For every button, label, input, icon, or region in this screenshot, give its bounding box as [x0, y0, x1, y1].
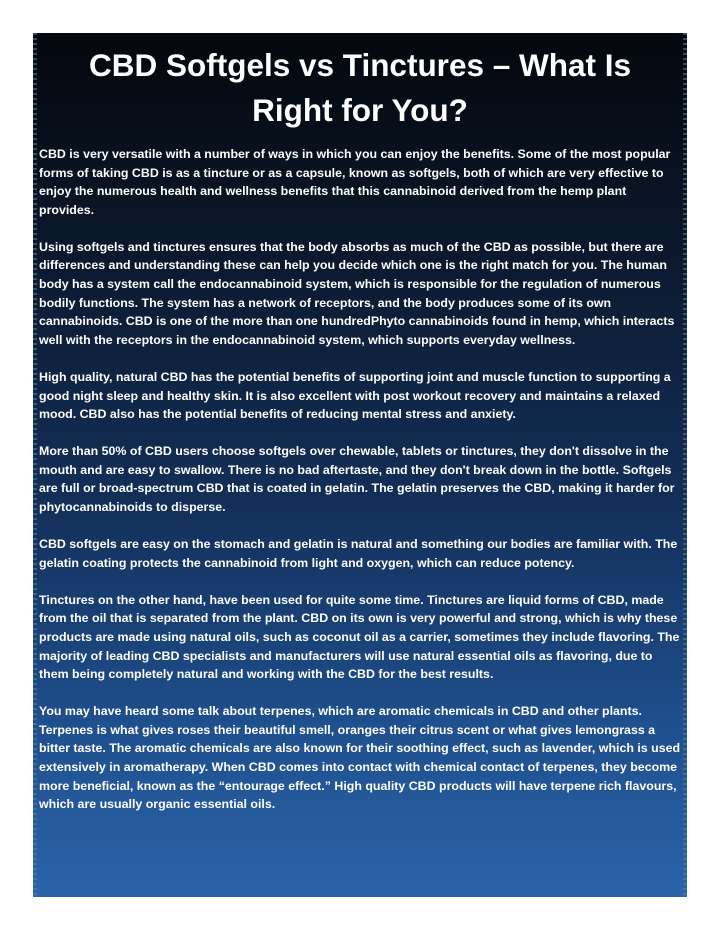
- page-title: CBD Softgels vs Tinctures – What Is Right for You?: [88, 47, 632, 128]
- paragraph-softgels: More than 50% of CBD users choose softgels over chewable, tablets or tinctures, they don't dissolve in the mouth and are easy to swallow. There is no bad aftertaste, and they don't break down in the bottle. Softgels are full or broad-spectrum CBD that is coated in gelatin. The gelatin preserves the CBD, making it harder for phytocannabinoids to disperse.: [39, 444, 675, 514]
- paragraph-terpenes: You may have heard some talk about terpenes, which are aromatic chemicals in CBD and other plants. Terpenes is what gives roses their beautiful smell, oranges their citrus scent or what gives lemongrass a bitter taste. The aromatic chemicals are also known for their soothing effect, such as lavender, which is used extensively in aromatherapy. When CBD comes into contact with chemical contact of terpenes, they become more beneficial, known as the “entourage effect.” High quality CBD products will have terpene rich flavours, which are usually organic essential oils.: [39, 704, 681, 812]
- paragraph-intro: CBD is very versatile with a number of ways in which you can enjoy the benefits. Some of the most popular forms of taking CBD is as a tincture or as a capsule, known as softgels, both of which are very effective to enjoy the numerous health and wellness benefits that this cannabinoid derived from the hemp plant provides.: [39, 147, 671, 217]
- paragraph-tinctures: Tinctures on the other hand, have been used for quite some time. Tinctures are liquid forms of CBD, made from the oil that is separated from the plant. CBD on its own is very powerful and strong, which is why these products are made using natural oils, such as coconut oil as a carrier, sometimes they include flavoring. The majority of leading CBD specialists and manufacturers will use natural essential oils as flavoring, due to them being completely natural and working with the CBD for the best results.: [39, 592, 680, 682]
- paragraph-gelatin: CBD softgels are easy on the stomach and gelatin is natural and something our bodies are familiar with. The gelatin coating protects the cannabinoid from light and oxygen, which can reduce potency.: [39, 537, 678, 570]
- paragraph-benefits: High quality, natural CBD has the potential benefits of supporting joint and muscle function to supporting a good night sleep and healthy skin. It is also excellent with post workout recovery and maintains a relaxed mood. CBD also has the potential benefits of reducing mental stress and anxiety.: [39, 369, 671, 422]
- paragraph-absorption: Using softgels and tinctures ensures that the body absorbs as much of the CBD as possible, but there are differences and understanding these can help you decide which one is the right match for you. The human body has a system call the endocannabinoid system, which is responsible for the regulation of numerous bodily functions. The system has a network of receptors, and the body produces some of its own cannabinoids. CBD is one of the more than one hundredPhyto cannabinoids found in hemp, which interacts well with the receptors in the endocannabinoid system, which supports everyday wellness.: [39, 239, 675, 347]
- card-left-border: [33, 33, 37, 897]
- article-body: [33, 133, 687, 814]
- document-card: [33, 33, 687, 897]
- card-right-border: [683, 33, 687, 897]
